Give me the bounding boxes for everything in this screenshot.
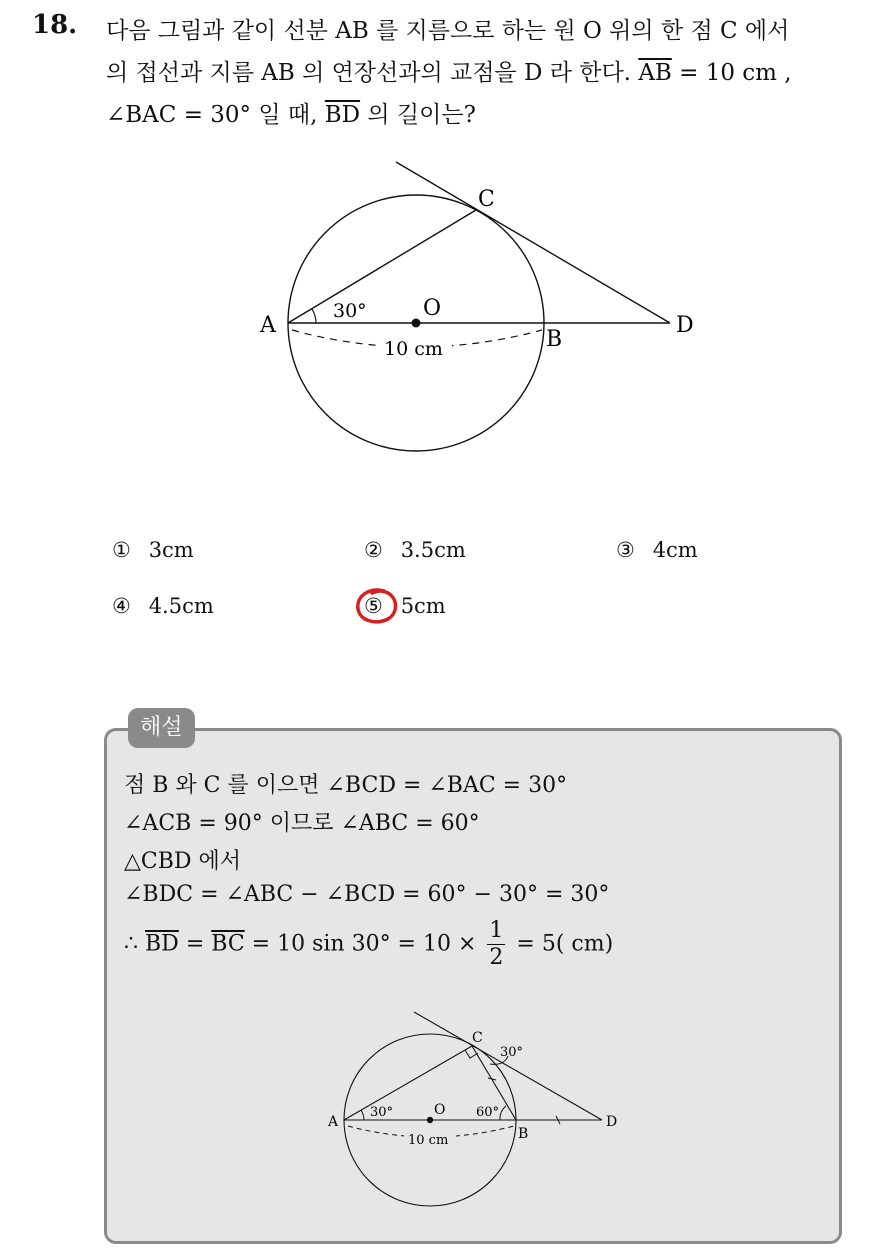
label-b-2: B (518, 1126, 529, 1142)
angle-arc-a (312, 309, 316, 323)
choice-4[interactable] (112, 594, 214, 618)
choice-1-mark: ① (112, 538, 131, 562)
geometry-figure (240, 150, 710, 470)
choice-5-text: 5cm (400, 594, 446, 618)
choice-2[interactable] (364, 538, 466, 562)
label-o-2: O (434, 1102, 446, 1118)
label-c: C (478, 187, 495, 212)
choice-1-text: 3cm (148, 538, 194, 562)
choice-5-mark: ⑤ (364, 594, 383, 618)
choice-3[interactable] (616, 538, 698, 562)
question-line-3-pre: ∠BAC = 30° 일 때, (106, 102, 318, 128)
solution-line-1: 점 B 와 C 를 이으면 ∠BCD = ∠BAC = 30° (124, 773, 568, 798)
chord-ac-2 (344, 1046, 472, 1120)
segment-bd-sol: $\overline{BD}$ (145, 931, 179, 957)
question-line-3-post: 의 길이는? (367, 102, 476, 128)
fraction-numerator: 1 (489, 918, 504, 943)
label-a: A (260, 313, 276, 338)
center-point-2 (427, 1117, 433, 1123)
angle-arc-b-2 (500, 1106, 506, 1120)
length-label: 10 cm (384, 338, 443, 360)
label-c-2: C (472, 1030, 483, 1046)
question-number: 18. (32, 10, 78, 40)
segment-ab: $\overline{AB}$ (638, 60, 672, 86)
question-line-2-post: = 10 cm , (679, 60, 792, 86)
question-line-1: 다음 그림과 같이 선분 AB 를 지름으로 하는 원 O 위의 한 점 C 에서 (106, 18, 790, 44)
fraction-denominator: 2 (489, 945, 504, 970)
center-point (412, 319, 421, 328)
choice-1[interactable] (112, 538, 194, 562)
label-o: O (423, 296, 442, 321)
solution-figure (320, 1008, 640, 1228)
right-angle-mark (465, 1050, 478, 1058)
solution-line-5-mid: = 10 sin 30° = 10 × (251, 931, 477, 957)
segment-bd: $\overline{BD}$ (324, 102, 361, 128)
label-d: D (676, 313, 694, 338)
solution-line-2: ∠ACB = 90° 이므로 ∠ABC = 60° (124, 811, 480, 836)
question-text (106, 10, 866, 136)
label-d-2: D (606, 1114, 618, 1130)
solution-line-4: ∠BDC = ∠ABC − ∠BCD = 60° − 30° = 30° (124, 882, 610, 907)
angle-label-b-2: 60° (476, 1105, 500, 1120)
angle-label-c-2: 30° (500, 1045, 524, 1060)
solution-line-3: △CBD 에서 (124, 849, 242, 874)
angle-label-30: 30° (333, 300, 367, 322)
solution-line-5-end: = 5( cm) (516, 931, 614, 957)
therefore-symbol: ∴ (124, 931, 138, 957)
label-a-2: A (328, 1114, 339, 1130)
choice-2-text: 3.5cm (400, 538, 466, 562)
choice-3-mark: ③ (616, 538, 635, 562)
answer-circle-icon (354, 587, 400, 627)
solution-line-5 (124, 918, 613, 971)
angle-arc-a-2 (361, 1110, 364, 1120)
label-b: B (546, 327, 563, 352)
solution-tag: 해설 (128, 708, 195, 748)
question-line-3 (106, 94, 866, 136)
choice-3-text: 4cm (652, 538, 698, 562)
length-label-2: 10 cm (408, 1133, 449, 1148)
question-line-2 (106, 52, 866, 94)
choice-4-text: 4.5cm (148, 594, 214, 618)
choice-4-mark: ④ (112, 594, 131, 618)
segment-bc-sol: $\overline{BC}$ (211, 931, 245, 957)
fraction-one-half (487, 918, 505, 971)
question-line-2-pre: 의 접선과 지름 AB 의 연장선과의 교점을 D 라 한다. (106, 60, 631, 86)
chord-ac (288, 210, 476, 323)
equals-sign: = (185, 931, 205, 957)
angle-label-a-2: 30° (370, 1105, 394, 1120)
choice-2-mark: ② (364, 538, 383, 562)
